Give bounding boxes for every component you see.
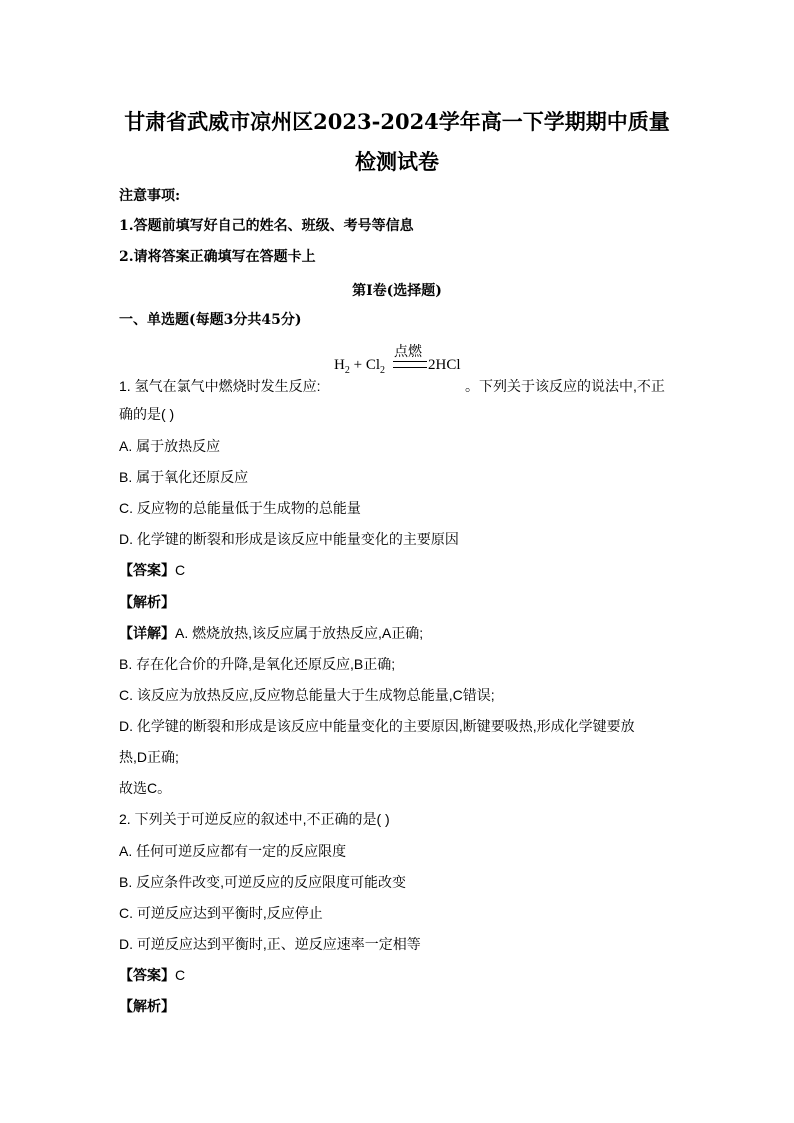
q2-option-c: C. 可逆反应达到平衡时,反应停止 xyxy=(119,905,323,921)
q2-answer xyxy=(119,965,185,985)
q1-option-d: D. 化学键的断裂和形成是该反应中能量变化的主要原因 xyxy=(119,531,459,547)
q1-detail-a xyxy=(119,623,423,643)
q1-analysis-label: 【解析】 xyxy=(119,594,175,610)
notice-heading: 注意事项: xyxy=(119,188,181,204)
q1-answer-value: C xyxy=(175,562,186,578)
q1-detail-label: 【详解】 xyxy=(119,625,175,641)
q1-detail-a-text: A. 燃烧放热,该反应属于放热反应,A正确; xyxy=(175,625,424,641)
q2-option-d: D. 可逆反应达到平衡时,正、逆反应速率一定相等 xyxy=(119,936,421,952)
q1-detail-d-line1: D. 化学键的断裂和形成是该反应中能量变化的主要原因,断键要吸热,形成化学键要放 xyxy=(119,718,635,734)
q2-answer-label: 【答案】 xyxy=(119,967,175,983)
q2-answer-value: C xyxy=(175,967,186,983)
reaction-equation xyxy=(334,341,469,377)
q2-stem: 2. 下列关于可逆反应的叙述中,不正确的是( ) xyxy=(119,811,390,827)
q1-option-b: B. 属于氧化还原反应 xyxy=(119,469,249,485)
q1-stem-part1: 1. 氢气在氯气中燃烧时发生反应: xyxy=(119,378,321,394)
notice-item-1: 1.答题前填写好自己的姓名、班级、考号等信息 xyxy=(119,218,414,234)
q1-detail-c: C. 该反应为放热反应,反应物总能量大于生成物总能量,C错误; xyxy=(119,687,495,703)
q2-option-b: B. 反应条件改变,可逆反应的反应限度可能改变 xyxy=(119,874,407,890)
q2-analysis-label: 【解析】 xyxy=(119,998,175,1014)
q1-answer-label: 【答案】 xyxy=(119,562,175,578)
reaction-condition: 点燃 xyxy=(394,344,422,360)
notice-item-2: 2.请将答案正确填写在答题卡上 xyxy=(119,249,316,265)
q1-answer xyxy=(119,560,185,580)
q1-detail-b: B. 存在化合价的升降,是氧化还原反应,B正确; xyxy=(119,656,396,672)
equals-arrow xyxy=(393,361,427,368)
reaction-product: 2HCl xyxy=(428,357,461,373)
q1-stem-part2: 。下列关于该反应的说法中,不正 xyxy=(465,378,665,394)
q1-stem-part3: 确的是( ) xyxy=(119,406,175,422)
q2-option-a: A. 任何可逆反应都有一定的反应限度 xyxy=(119,843,347,859)
reactant-h: H xyxy=(334,357,345,373)
q1-option-a: A. 属于放热反应 xyxy=(119,438,221,454)
reactant-h-subscript: 2 xyxy=(344,365,350,376)
reactant-cl: Cl xyxy=(365,357,380,373)
q1-detail-d-line2: 热,D正确; xyxy=(119,749,179,765)
reactant-cl-subscript: 2 xyxy=(380,365,385,376)
q1-conclusion: 故选C。 xyxy=(119,780,172,796)
section-title: 第I卷(选择题) xyxy=(352,283,442,299)
doc-title-line1: 甘肃省武威市凉州区2023-2024学年高一下学期期中质量 xyxy=(124,109,670,134)
plus-sign: + xyxy=(349,357,366,373)
part-heading: 一、单选题(每题3分共45分) xyxy=(119,312,302,328)
doc-title-line2: 检测试卷 xyxy=(355,149,439,174)
q1-option-c: C. 反应物的总能量低于生成物的总能量 xyxy=(119,500,361,516)
